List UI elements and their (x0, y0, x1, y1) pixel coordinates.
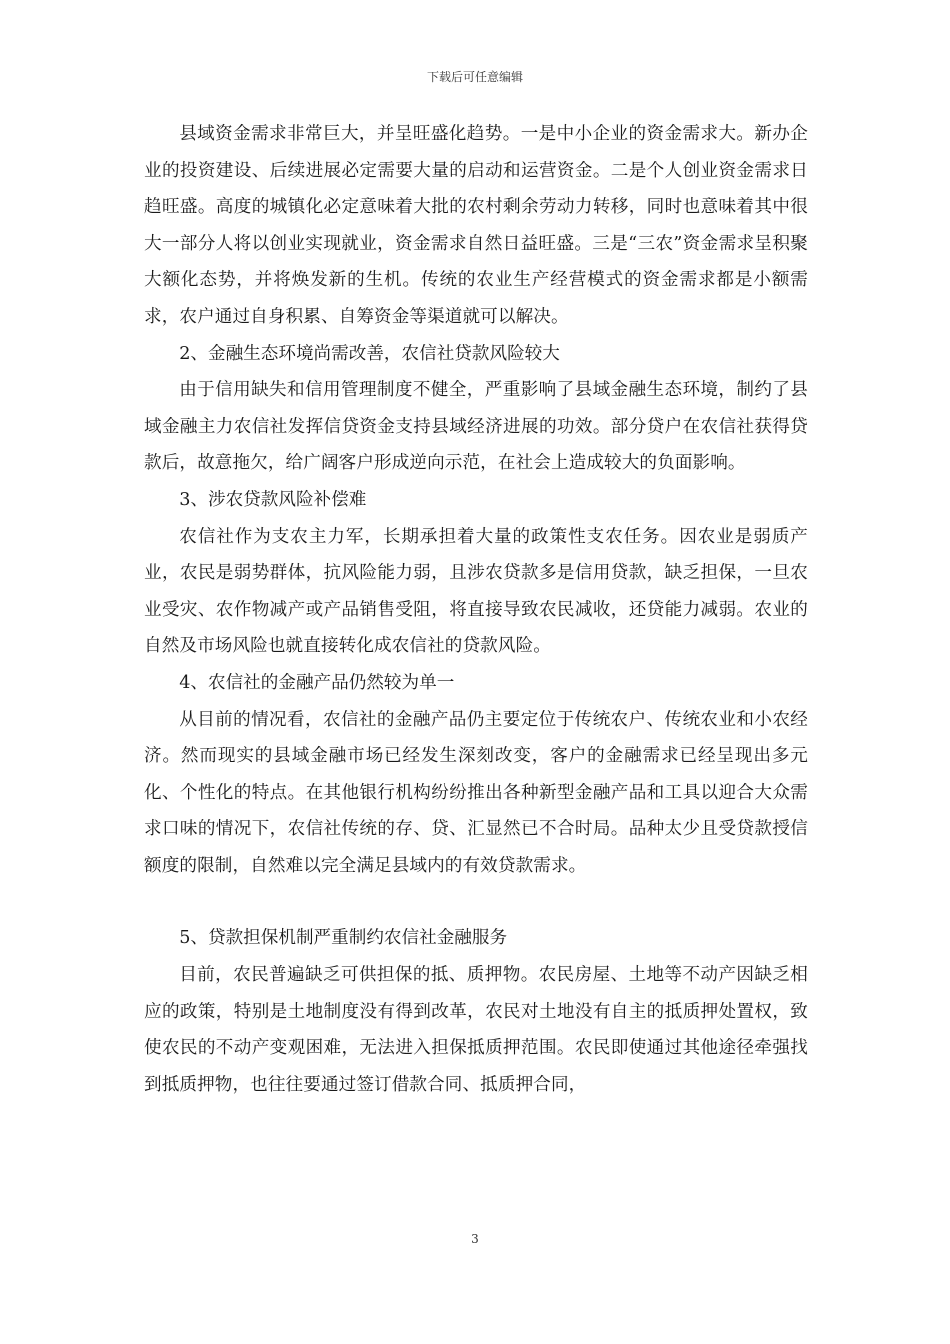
page-header: 下载后可任意编辑 (426, 70, 523, 84)
heading-loan-guarantee: 5、贷款担保机制严重制约农信社金融服务 (179, 928, 508, 949)
paragraph-financial-products: 从目前的情况看，农信社的金融产品仍主要定位于传统农户、传统农业和小农经济。然而现实的县域金融市场已经发生深刻改变，客户的金融需求已经呈现出多元化、个性化的特点。在其他银行机构纷纷推出各种新型金融产品和工具以迎合大众需求口味的情况下，农信社传统的存、贷、汇显然已不合时局。品种太少且受贷款授信额度的限制，自然难以完全满足县域内的有效贷款需求。 (144, 709, 808, 876)
paragraph-financial-ecology: 由于信用缺失和信用管理制度不健全，严重影响了县域金融生态环境，制约了县域金融主力农信社发挥信贷资金支持县域经济进展的功效。部分贷户在农信社获得贷款后，故意拖欠，给广阔客户形成逆向示范，在社会上造成较大的负面影响。 (144, 380, 808, 474)
heading-financial-ecology: 2、金融生态环境尚需改善，农信社贷款风险较大 (179, 343, 560, 364)
paragraph-risk-compensation: 农信社作为支农主力军，长期承担着大量的政策性支农任务。因农业是弱质产业，农民是弱势群体，抗风险能力弱，且涉农贷款多是信用贷款，缺乏担保，一旦农业受灾、农作物减产或产品销售受阻，将直接导致农民减收，还贷能力减弱。农业的自然及市场风险也就直接转化成农信社的贷款风险。 (144, 526, 808, 657)
heading-risk-compensation: 3、涉农贷款风险补偿难 (179, 489, 367, 510)
heading-financial-products: 4、农信社的金融产品仍然较为单一 (179, 672, 455, 693)
paragraph-county-funding-demand: 县域资金需求非常巨大，并呈旺盛化趋势。一是中小企业的资金需求大。新办企业的投资建设、后续进展必定需要大量的启动和运营资金。二是个人创业资金需求日趋旺盛。高度的城镇化必定意味着大批的农村剩余劳动力转移，同时也意味着其中很大一部分人将以创业实现就业，资金需求自然日益旺盛。三是“三农”资金需求呈积聚大额化态势，并将焕发新的生机。传统的农业生产经营模式的资金需求都是小额需求，农户通过自身积累、自筹资金等渠道就可以解决。 (144, 124, 808, 327)
paragraph-spacer (144, 884, 808, 920)
document-body (144, 116, 808, 1103)
page-number: 3 (471, 1232, 479, 1246)
paragraph-loan-guarantee: 目前，农民普遍缺乏可供担保的抵、质押物。农民房屋、土地等不动产因缺乏相应的政策，特别是土地制度没有得到改革，农民对土地没有自主的抵质押处置权，致使农民的不动产变观困难，无法进入担保抵质押范围。农民即使通过其他途径牵强找到抵质押物，也往往要通过签订借款合同、抵质押合同， (144, 965, 808, 1095)
